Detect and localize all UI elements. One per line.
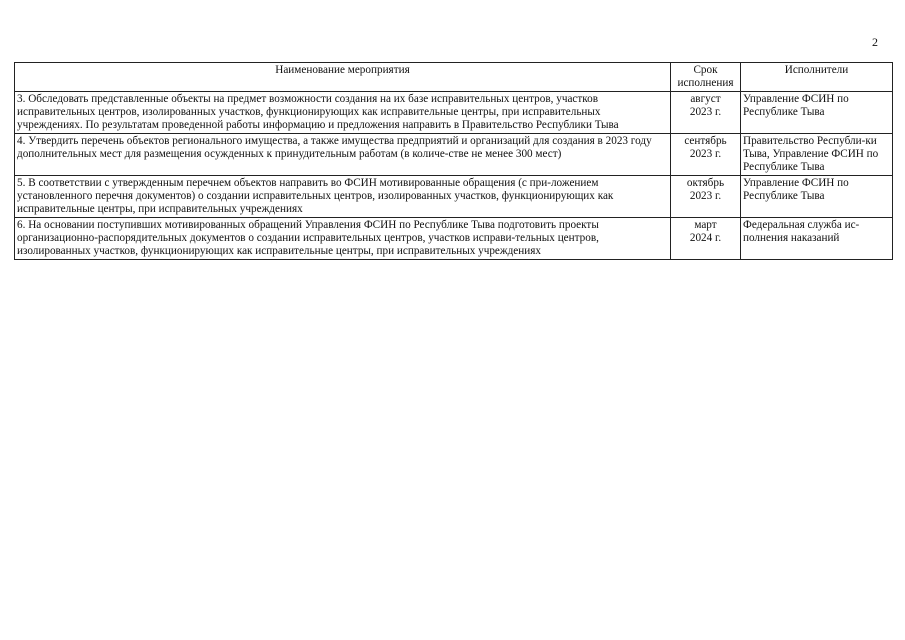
header-term — [671, 63, 741, 92]
row-term — [671, 134, 741, 176]
row-term — [671, 218, 741, 260]
measures-table — [14, 62, 893, 260]
row-measure-name: 3. Обследовать представленные объекты на предмет возможности создания на их базе исправительных центров, участков исправительных центров, изолированных участков, функционирующих как исправительные центры, при исправительных учреждениях. По результатам проведенной работы информацию и предложения направить в Правительство Республики Тыва — [15, 92, 671, 134]
row-term-month: октябрь — [686, 177, 725, 189]
row-measure-name: 6. На основании поступивших мотивированных обращений Управления ФСИН по Республике Тыва подготовить проекты организационно-распорядительных документов о создании исправительных центров, участков исправи-тельных центров, изолированных участков, функционирующих как исправительные центры, при исправительных учреждениях — [15, 218, 671, 260]
row-term-year: 2024 г. — [689, 232, 722, 244]
row-executors: Правительство Республи-ки Тыва, Управление ФСИН по Республике Тыва — [741, 134, 893, 176]
table-row — [15, 92, 893, 134]
row-term-month: март — [694, 219, 717, 231]
row-term — [671, 176, 741, 218]
row-executors: Федеральная служба ис-полнения наказаний — [741, 218, 893, 260]
row-executors: Управление ФСИН по Республике Тыва — [741, 176, 893, 218]
table-row — [15, 134, 893, 176]
row-measure-name: 5. В соответствии с утвержденным перечнем объектов направить во ФСИН мотивированные обращения (с при-ложением установленного перечня документов) о создании исправительных центров, изолированных участков, функционирующих как исправительные центры, при исправительных учреждениях — [15, 176, 671, 218]
table-row — [15, 218, 893, 260]
row-term-year: 2023 г. — [689, 106, 722, 118]
row-term-month: август — [690, 93, 721, 105]
header-measure-name: Наименование мероприятия — [15, 63, 671, 92]
row-executors: Управление ФСИН по Республике Тыва — [741, 92, 893, 134]
row-term-year: 2023 г. — [689, 190, 722, 202]
header-term-line1: Срок — [693, 64, 718, 76]
row-term-year: 2023 г. — [689, 148, 722, 160]
header-executors: Исполнители — [741, 63, 893, 92]
row-measure-name: 4. Утвердить перечень объектов регионального имущества, а также имущества предприятий и организаций для создания в 2023 году дополнительных мест для размещения осужденных к принудительным работам (в количе-стве не менее 300 мест) — [15, 134, 671, 176]
table-row — [15, 176, 893, 218]
row-term-month: сентябрь — [684, 135, 727, 147]
row-term — [671, 92, 741, 134]
table-header-row — [15, 63, 893, 92]
page-number: 2 — [872, 35, 878, 49]
header-term-line2: исполнения — [677, 77, 734, 89]
